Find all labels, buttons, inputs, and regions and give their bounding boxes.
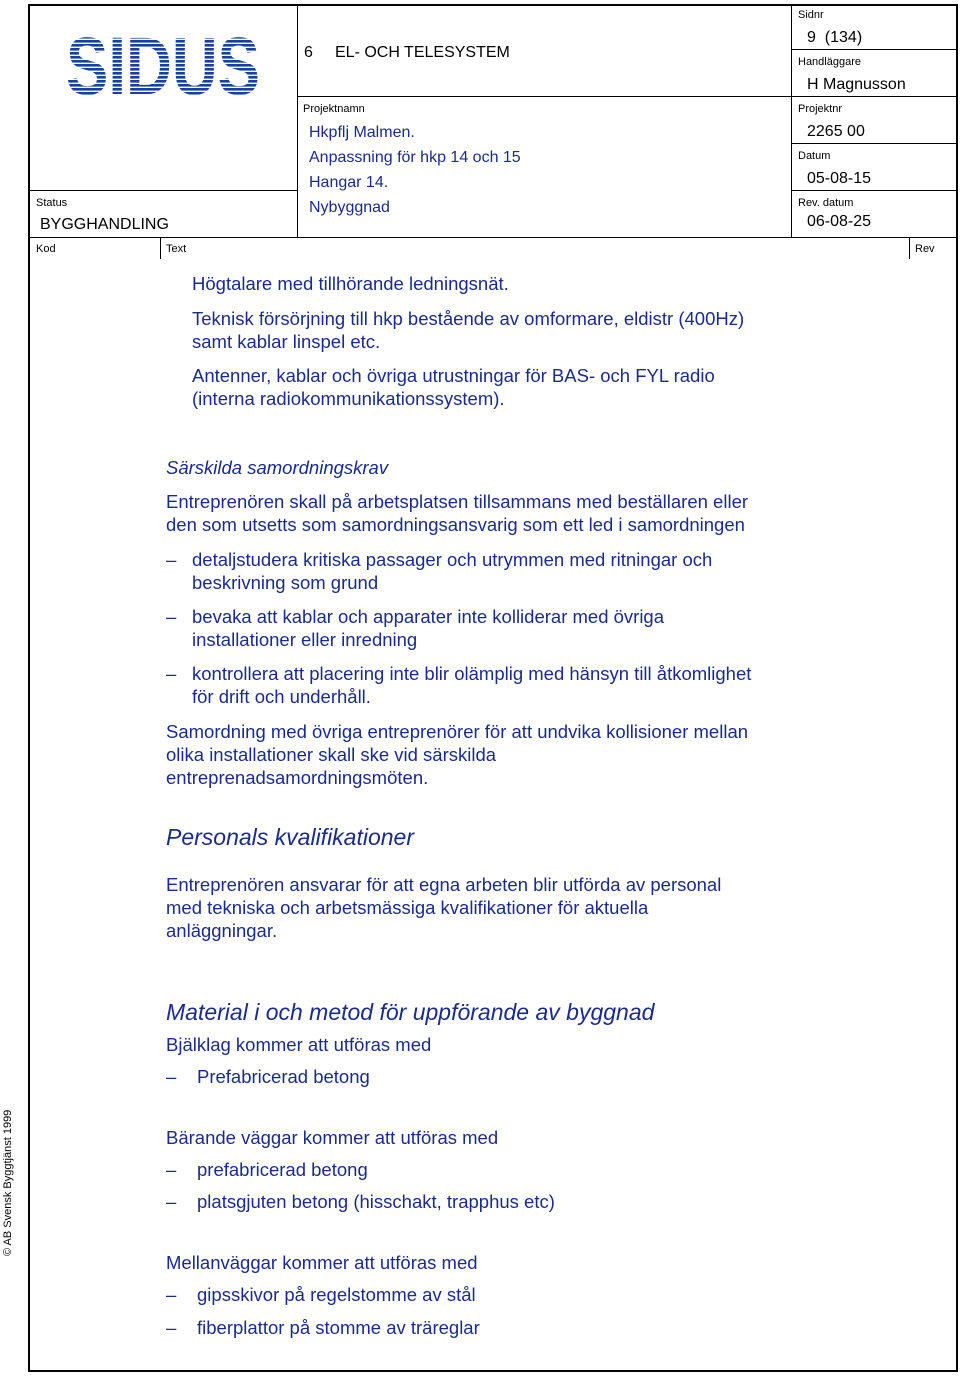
handlaggare-label: Handläggare xyxy=(798,56,861,68)
column-divider xyxy=(160,237,161,259)
personal-text-line: med tekniska och arbetsmässiga kvalifikationer för aktuella xyxy=(166,897,649,918)
datum-value: 05-08-15 xyxy=(807,170,872,187)
status-label: Status xyxy=(36,197,68,209)
header-divider xyxy=(791,143,958,144)
chapter-title: EL- OCH TELESYSTEM xyxy=(335,44,510,61)
samordning-outro-line: entreprenadsamordningsmöten. xyxy=(166,767,429,788)
column-divider xyxy=(909,237,910,259)
mellan-item: gipsskivor på regelstomme av stål xyxy=(197,1284,476,1305)
personal-text-line: Entreprenören ansvarar för att egna arbeten blir utförda av personal xyxy=(166,874,722,895)
projektnamn-line: Anpassning för hkp 14 och 15 xyxy=(309,149,521,166)
bullet-line: kontrollera att placering inte blir olämplig med hänsyn till åtkomlighet xyxy=(192,663,752,684)
samordning-outro-line: olika installationer skall ske vid särskilda xyxy=(166,744,497,765)
bullet-dash: – xyxy=(166,549,177,570)
bullet-dash: – xyxy=(166,1317,177,1338)
barande-intro: Bärande väggar kommer att utföras med xyxy=(166,1127,499,1148)
column-text: Text xyxy=(166,243,187,255)
personal-heading: Personals kvalifikationer xyxy=(166,824,415,850)
bullet-dash: – xyxy=(166,663,177,684)
samordning-heading: Särskilda samordningskrav xyxy=(166,457,389,478)
samordning-intro-line: Entreprenören skall på arbetsplatsen tillsammans med beställaren eller xyxy=(166,491,749,512)
datum-label: Datum xyxy=(798,150,831,162)
sidnr-value: 9 (134) xyxy=(807,29,863,46)
header-divider xyxy=(297,96,958,97)
projektnr-label: Projektnr xyxy=(798,103,843,115)
samordning-outro-line: Samordning med övriga entreprenörer för att undvika kollisioner mellan xyxy=(166,721,749,742)
bullet-line: detaljstudera kritiska passager och utrymmen med ritningar och xyxy=(192,549,713,570)
copyright-notice: © AB Svensk Byggtjänst 1999 xyxy=(2,1109,14,1256)
projektnamn-label: Projektnamn xyxy=(303,103,365,115)
mellan-item: fiberplattor på stomme av träreglar xyxy=(197,1317,480,1338)
column-kod: Kod xyxy=(36,243,56,255)
personal-text-line: anläggningar. xyxy=(166,920,278,941)
material-heading: Material i och metod för uppförande av byggnad xyxy=(166,999,655,1025)
samordning-intro-line: den som utsetts som samordningsansvarig som ett led i samordningen xyxy=(166,514,745,535)
bullet-line: för drift och underhåll. xyxy=(192,686,371,707)
header-divider xyxy=(791,4,792,238)
bjalklag-intro: Bjälklag kommer att utföras med xyxy=(166,1034,432,1055)
projektnamn-line: Hangar 14. xyxy=(309,174,389,191)
column-rev: Rev xyxy=(915,243,935,255)
bullet-line: installationer eller inredning xyxy=(192,629,418,650)
sidnr-label: Sidnr xyxy=(798,9,824,21)
blue-line: Antenner, kablar och övriga utrustningar för BAS- och FYL radio xyxy=(192,365,715,386)
bullet-dash: – xyxy=(166,606,177,627)
projektnr-value: 2265 00 xyxy=(807,123,865,140)
sidus-logo xyxy=(66,28,260,98)
header-divider xyxy=(791,49,958,50)
barande-item: platsgjuten betong (hisschakt, trapphus etc) xyxy=(197,1191,555,1212)
bullet-dash: – xyxy=(166,1159,177,1180)
bullet-line: bevaka att kablar och apparater inte kolliderar med övriga xyxy=(192,606,665,627)
header-divider xyxy=(297,4,298,238)
header-divider xyxy=(28,190,297,191)
bullet-line: beskrivning som grund xyxy=(192,572,379,593)
blue-line: (interna radiokommunikationssystem). xyxy=(192,388,505,409)
mellan-intro: Mellanväggar kommer att utföras med xyxy=(166,1252,478,1273)
projektnamn-line: Nybyggnad xyxy=(309,199,390,216)
status-value: BYGGHANDLING xyxy=(40,216,169,233)
barande-item: prefabricerad betong xyxy=(197,1159,368,1180)
bjalklag-item: Prefabricerad betong xyxy=(197,1066,370,1087)
handlaggare-value: H Magnusson xyxy=(807,76,906,93)
header-divider xyxy=(28,237,958,238)
projektnamn-line: Hkpflj Malmen. xyxy=(309,124,415,141)
header-divider xyxy=(791,190,958,191)
logo-text: SIDUS xyxy=(66,28,260,98)
bullet-dash: – xyxy=(166,1284,177,1305)
revdatum-label: Rev. datum xyxy=(798,197,854,209)
blue-line: Högtalare med tillhörande ledningsnät. xyxy=(192,273,509,294)
chapter-number: 6 xyxy=(304,44,313,61)
bullet-dash: – xyxy=(166,1066,177,1087)
bullet-dash: – xyxy=(166,1191,177,1212)
blue-line: samt kablar linspel etc. xyxy=(192,331,381,352)
revdatum-value: 06-08-25 xyxy=(807,213,872,230)
blue-line: Teknisk försörjning till hkp bestående av omformare, eldistr (400Hz) xyxy=(192,308,745,329)
